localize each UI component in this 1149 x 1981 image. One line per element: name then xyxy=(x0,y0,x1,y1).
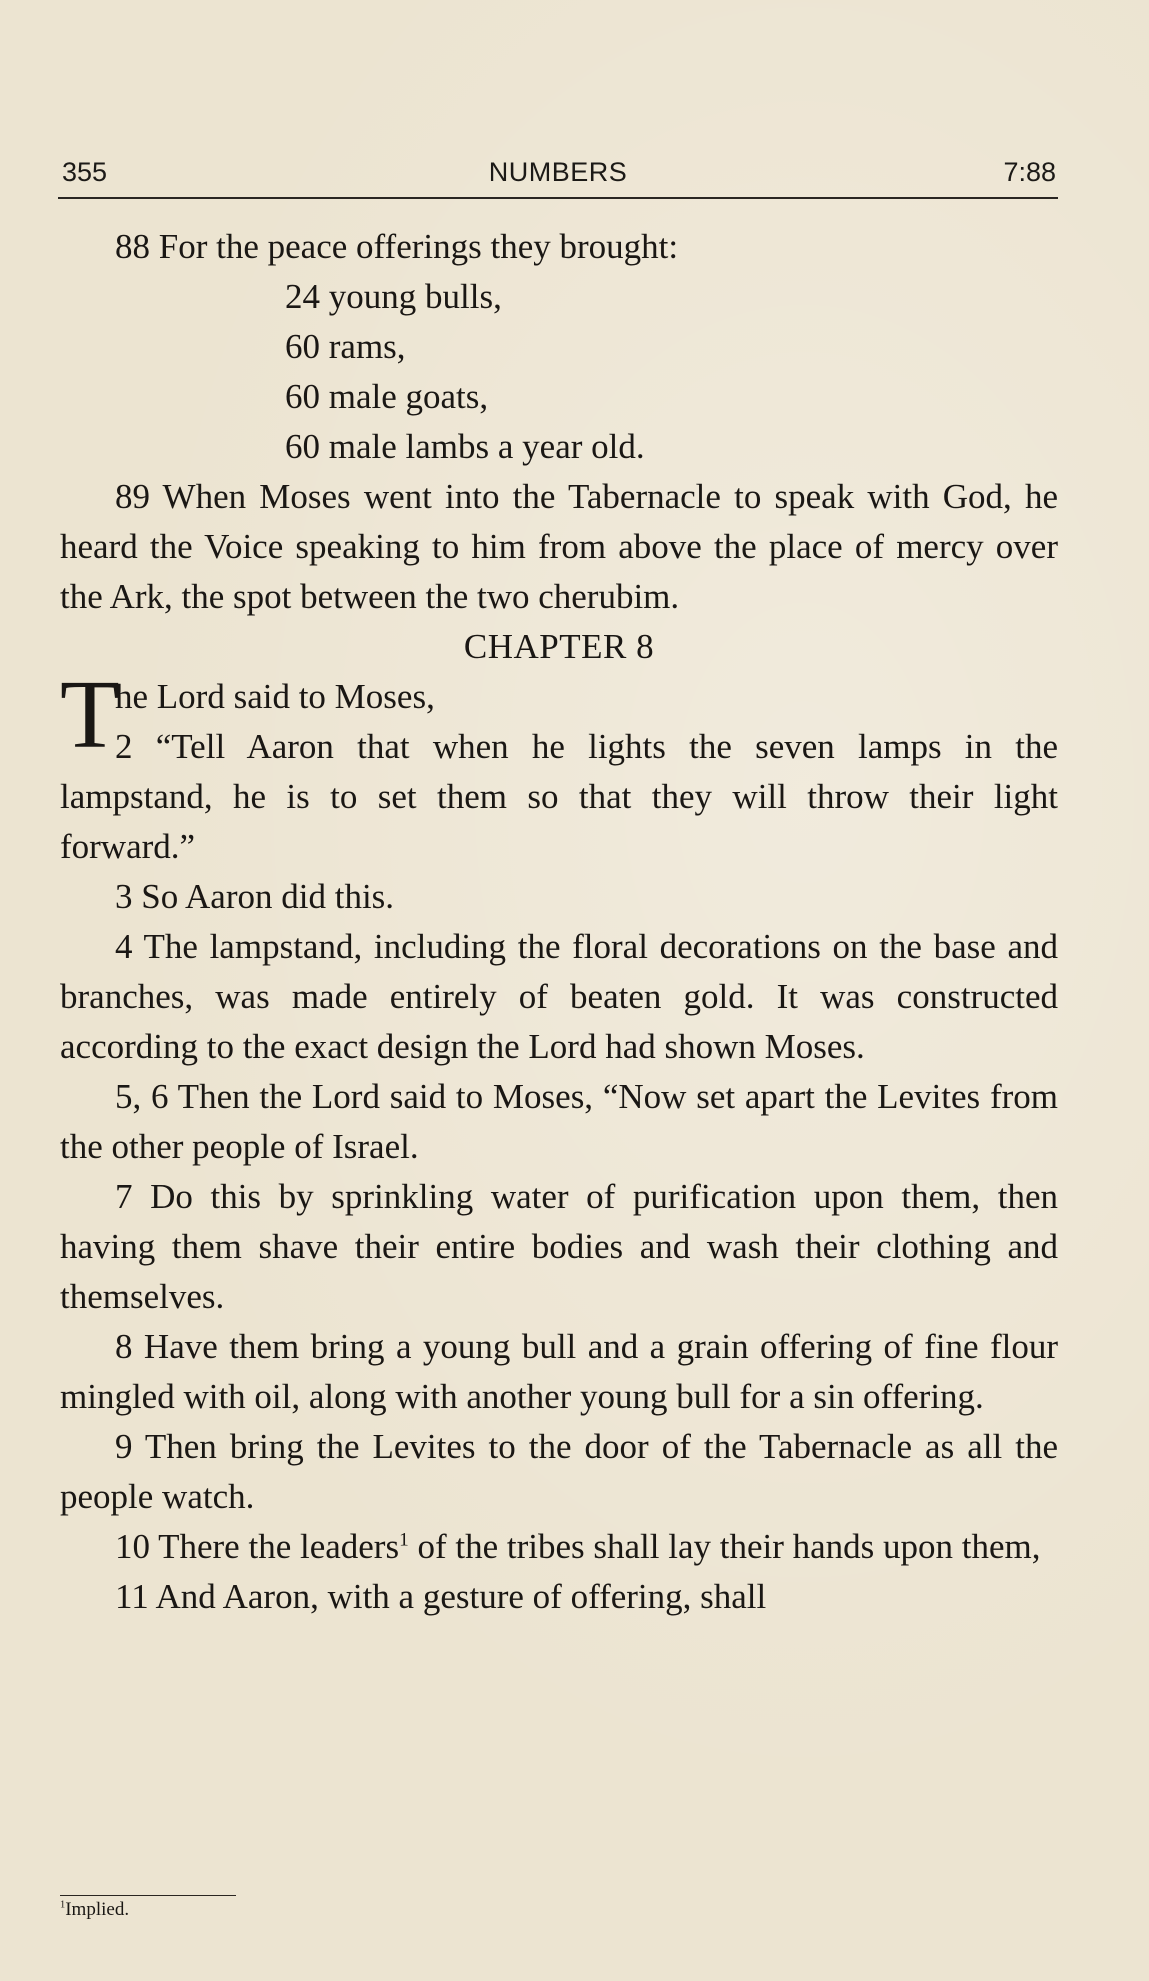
scripture-text xyxy=(60,222,1058,1622)
verse-1-text: he Lord said to Moses, xyxy=(115,677,435,716)
drop-cap: T xyxy=(60,661,120,769)
verse-10 xyxy=(60,1522,1058,1572)
verse-9: 9 Then bring the Levites to the door of the Tabernacle as all the people watch. xyxy=(60,1427,1058,1516)
verse-11: 11 And Aaron, with a gesture of offering, shall xyxy=(115,1577,767,1616)
verse-8: 8 Have them bring a young bull and a grain offering of fine flour mingled with oil, along with another young bull for a sin offering. xyxy=(60,1327,1058,1416)
verse-88-item: 24 young bulls, xyxy=(285,277,502,316)
verse-88-item: 60 male goats, xyxy=(285,377,489,416)
verse-88-item: 60 rams, xyxy=(285,327,406,366)
book-title: NUMBERS xyxy=(488,157,628,187)
footnote xyxy=(60,1899,129,1921)
verse-88-intro: 88 For the peace offerings they brought: xyxy=(115,227,679,266)
verse-88-item: 60 male lambs a year old. xyxy=(285,427,645,466)
verse-10-start: 10 There the leaders xyxy=(115,1527,400,1566)
verse-10-end: of the tribes shall lay their hands upon them, xyxy=(408,1527,1041,1566)
verse-7: 7 Do this by sprinkling water of purification upon them, then having them shave their entire bodies and wash their clothing and themselves. xyxy=(60,1177,1058,1316)
verse-2: 2 “Tell Aaron that when he lights the seven lamps in the lampstand, he is to set them so that they will throw their light forward.” xyxy=(60,727,1058,866)
footnote-rule xyxy=(60,1895,236,1896)
verse-1 xyxy=(60,661,1058,769)
verse-3: 3 So Aaron did this. xyxy=(115,877,395,916)
footnote-text: Implied. xyxy=(65,1899,130,1920)
footnote-mark: 1 xyxy=(60,1899,66,1911)
verse-5-6: 5, 6 Then the Lord said to Moses, “Now set apart the Levites from the other people of Israel. xyxy=(60,1077,1058,1166)
footnote-reference[interactable]: 1 xyxy=(399,1529,409,1551)
chapter-heading: CHAPTER 8 xyxy=(463,627,655,666)
chapter-verse-reference: 7:88 xyxy=(1003,157,1056,187)
verse-89: 89 When Moses went into the Tabernacle to speak with God, he heard the Voice speaking to him from above the place of mercy over the Ark, the spot between the two cherubim. xyxy=(60,477,1058,616)
page-number: 355 xyxy=(62,157,108,187)
running-header xyxy=(58,157,1058,199)
verse-4: 4 The lampstand, including the floral decorations on the base and branches, was made entirely of beaten gold. It was constructed according to the exact design the Lord had shown Moses. xyxy=(60,927,1058,1066)
